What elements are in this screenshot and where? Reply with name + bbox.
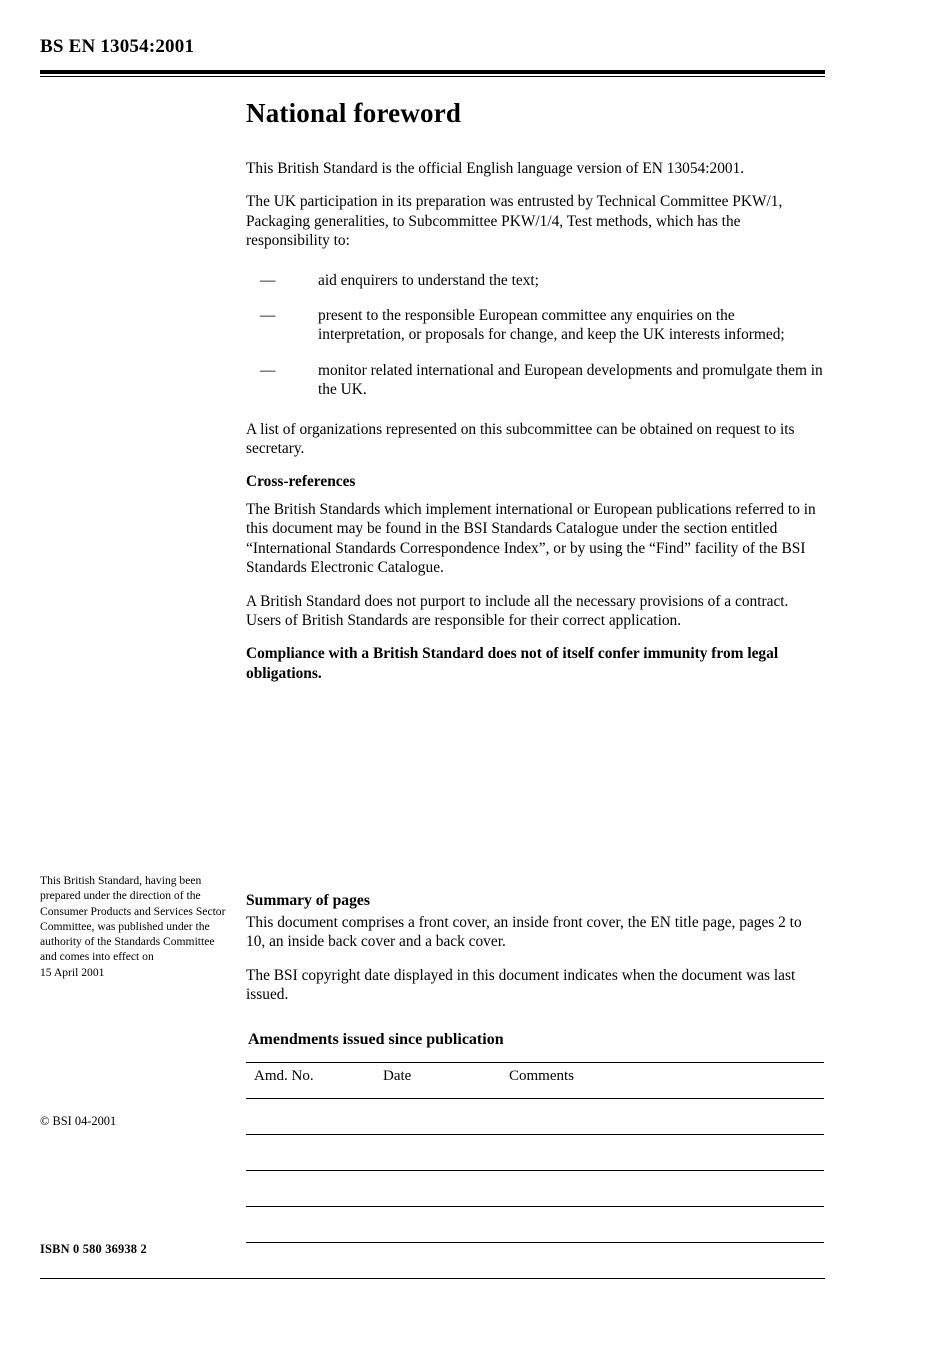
copyright-line: © BSI 04-2001: [40, 1114, 117, 1128]
cell-date: [375, 1135, 501, 1171]
side-note-text: This British Standard, having been prepared under the direction of the Consumer Products and Services Sector Committee, was published under the authority of the Standards Committee and comes into effect on: [40, 874, 226, 964]
header-rule-thin: [40, 76, 825, 77]
cell-amd-no: [246, 1099, 375, 1135]
main-content: [246, 98, 824, 697]
summary-paragraph: This document comprises a front cover, an inside front cover, the EN title page, pages 2 to 10, an inside back cover and a back cover.: [246, 914, 802, 951]
table-row: [246, 1171, 824, 1207]
amendments-table: [246, 1062, 824, 1243]
summary-heading: Summary of pages: [246, 892, 370, 909]
list-item-label: aid enquirers to understand the text;: [318, 271, 539, 289]
cell-amd-no: [246, 1171, 375, 1207]
dash-icon: —: [260, 361, 276, 379]
cell-amd-no: [246, 1135, 375, 1171]
dash-icon: —: [260, 307, 276, 325]
cell-date: [375, 1099, 501, 1135]
standard-reference: BS EN 13054:2001: [40, 36, 195, 57]
cell-comments: [501, 1135, 824, 1171]
list-item: [260, 271, 824, 290]
table-header-row: [246, 1063, 824, 1099]
column-header-amd-no: Amd. No.: [246, 1063, 375, 1099]
compliance-paragraph: Compliance with a British Standard does not of itself confer immunity from legal obligations.: [246, 645, 779, 682]
cell-amd-no: [246, 1207, 375, 1243]
footer-rule: [40, 1278, 825, 1279]
cell-comments: [501, 1099, 824, 1135]
intro-paragraph-1: This British Standard is the official English language version of EN 13054:2001.: [246, 160, 745, 177]
cell-comments: [501, 1207, 824, 1243]
responsibilities-list: [246, 271, 824, 400]
dash-icon: —: [260, 271, 276, 289]
cell-date: [375, 1207, 501, 1243]
page-title: National foreword: [246, 98, 462, 128]
column-header-comments: Comments: [501, 1063, 824, 1099]
list-item: [260, 306, 824, 345]
cross-references-heading: Cross-references: [246, 473, 356, 491]
cell-date: [375, 1171, 501, 1207]
column-header-date: Date: [375, 1063, 501, 1099]
purport-paragraph: A British Standard does not purport to include all the necessary provisions of a contract. Users of British Standards are responsible for their correct application.: [246, 592, 789, 629]
page-header: [40, 36, 825, 58]
effective-date: 15 April 2001: [40, 965, 105, 979]
list-item-label: monitor related international and European developments and promulgate them in the UK.: [318, 361, 823, 399]
cell-comments: [501, 1171, 824, 1207]
cross-references-paragraph: The British Standards which implement international or European publications referred to in this document may be found in the BSI Standards Catalogue under the section entitled “International Standards Correspondence Index”, or by using the “Find” facility of the BSI Standards Electronic Catalogue.: [246, 500, 816, 577]
side-note: [40, 873, 226, 980]
table-row: [246, 1207, 824, 1243]
intro-paragraph-2: The UK participation in its preparation was entrusted by Technical Committee PKW/1, Packaging generalities, to Subcommittee PKW/1/4, Test methods, which has the responsibility to:: [246, 193, 783, 250]
amendments-heading: Amendments issued since publication: [248, 1031, 504, 1048]
header-rule-thick: [40, 70, 825, 74]
table-row: [246, 1099, 824, 1135]
list-item: [260, 361, 824, 400]
isbn-line: ISBN 0 580 36938 2: [40, 1242, 147, 1256]
table-row: [246, 1135, 824, 1171]
organizations-paragraph: A list of organizations represented on this subcommittee can be obtained on request to its secretary.: [246, 420, 795, 458]
summary-copyright-paragraph: The BSI copyright date displayed in this document indicates when the document was last issued.: [246, 966, 796, 1004]
summary-section: [246, 892, 824, 1019]
list-item-label: present to the responsible European committee any enquiries on the interpretation, or proposals for change, and keep the UK interests informed;: [318, 307, 785, 344]
